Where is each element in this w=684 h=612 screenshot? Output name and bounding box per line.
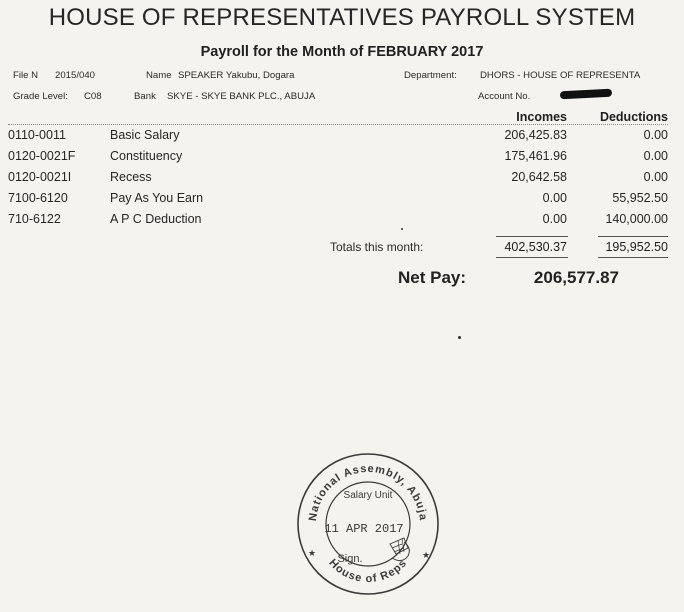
income-amount: 0.00 [542,212,567,226]
stamp-sign-text: Sign. [337,553,363,565]
file-label: File N [13,70,39,81]
grade-label: Grade Level: [13,91,68,102]
net-pay-value: 206,577.87 [533,268,619,287]
net-pay-label: Net Pay: [398,268,467,287]
income-amount: 20,642.58 [511,170,567,184]
star-icon: ★ [308,549,317,559]
total-deductions: 195,952.50 [605,240,668,254]
department-value: DHORS - HOUSE OF REPRESENTA [480,70,641,81]
payroll-period: Payroll for the Month of FEBRUARY 2017 [200,44,484,60]
totals-label: Totals this month: [330,240,424,254]
header-divider [8,124,668,125]
total-incomes: 402,530.37 [504,240,567,254]
table-row [0,191,684,212]
ink-speck [458,336,461,339]
income-total-underline [496,257,568,258]
pay-code: 0120-0021I [8,170,72,184]
deduction-amount: 0.00 [643,128,668,142]
deduction-amount: 140,000.00 [605,212,668,226]
deduction-total-underline [598,257,668,258]
pay-description: Constituency [110,149,183,163]
income-amount: 0.00 [542,191,567,205]
deduction-amount: 0.00 [643,149,668,163]
pay-code: 0110-0011 [8,128,66,142]
document-title: HOUSE OF REPRESENTATIVES PAYROLL SYSTEM [48,4,636,31]
pay-code: 7100-6120 [8,191,68,205]
stamp-unit-text: Salary Unit [343,490,393,501]
deductions-header: Deductions [599,110,668,124]
pay-description: Pay As You Earn [110,191,204,205]
department-label: Department: [404,70,457,81]
pay-description: A P C Deduction [110,212,202,226]
name-label: Name [146,70,172,81]
pay-code: 710-6122 [8,212,61,226]
salary-unit-stamp [294,450,442,598]
account-redaction [560,89,612,100]
star-icon: ★ [422,551,431,561]
grade-value: C08 [84,91,102,102]
table-row [0,212,684,233]
stamp-date-text: 11 APR 2017 [324,522,404,536]
deduction-amount: 55,952.50 [612,191,668,205]
bank-value: SKYE - SKYE BANK PLC., ABUJA [167,91,316,102]
bank-label: Bank [134,91,156,102]
table-row [0,170,684,191]
income-amount: 175,461.96 [504,149,567,163]
stamp-top-arc-text: National Assembly, Abuja [306,462,429,522]
table-row [0,149,684,170]
name-value: SPEAKER Yakubu, Dogara [178,70,295,81]
ink-speck [401,228,403,230]
table-row [0,128,684,149]
pay-code: 0120-0021F [8,149,76,163]
file-value: 2015/040 [55,70,96,81]
income-total-rule [496,236,568,237]
pay-description: Basic Salary [110,128,180,142]
account-label: Account No. [478,91,531,102]
pay-description: Recess [110,170,152,184]
incomes-header: Incomes [516,110,567,124]
deduction-amount: 0.00 [643,170,668,184]
deduction-total-rule [598,236,668,237]
income-amount: 206,425.83 [504,128,567,142]
stamp-bottom-arc-text: House of Reps [326,556,410,586]
